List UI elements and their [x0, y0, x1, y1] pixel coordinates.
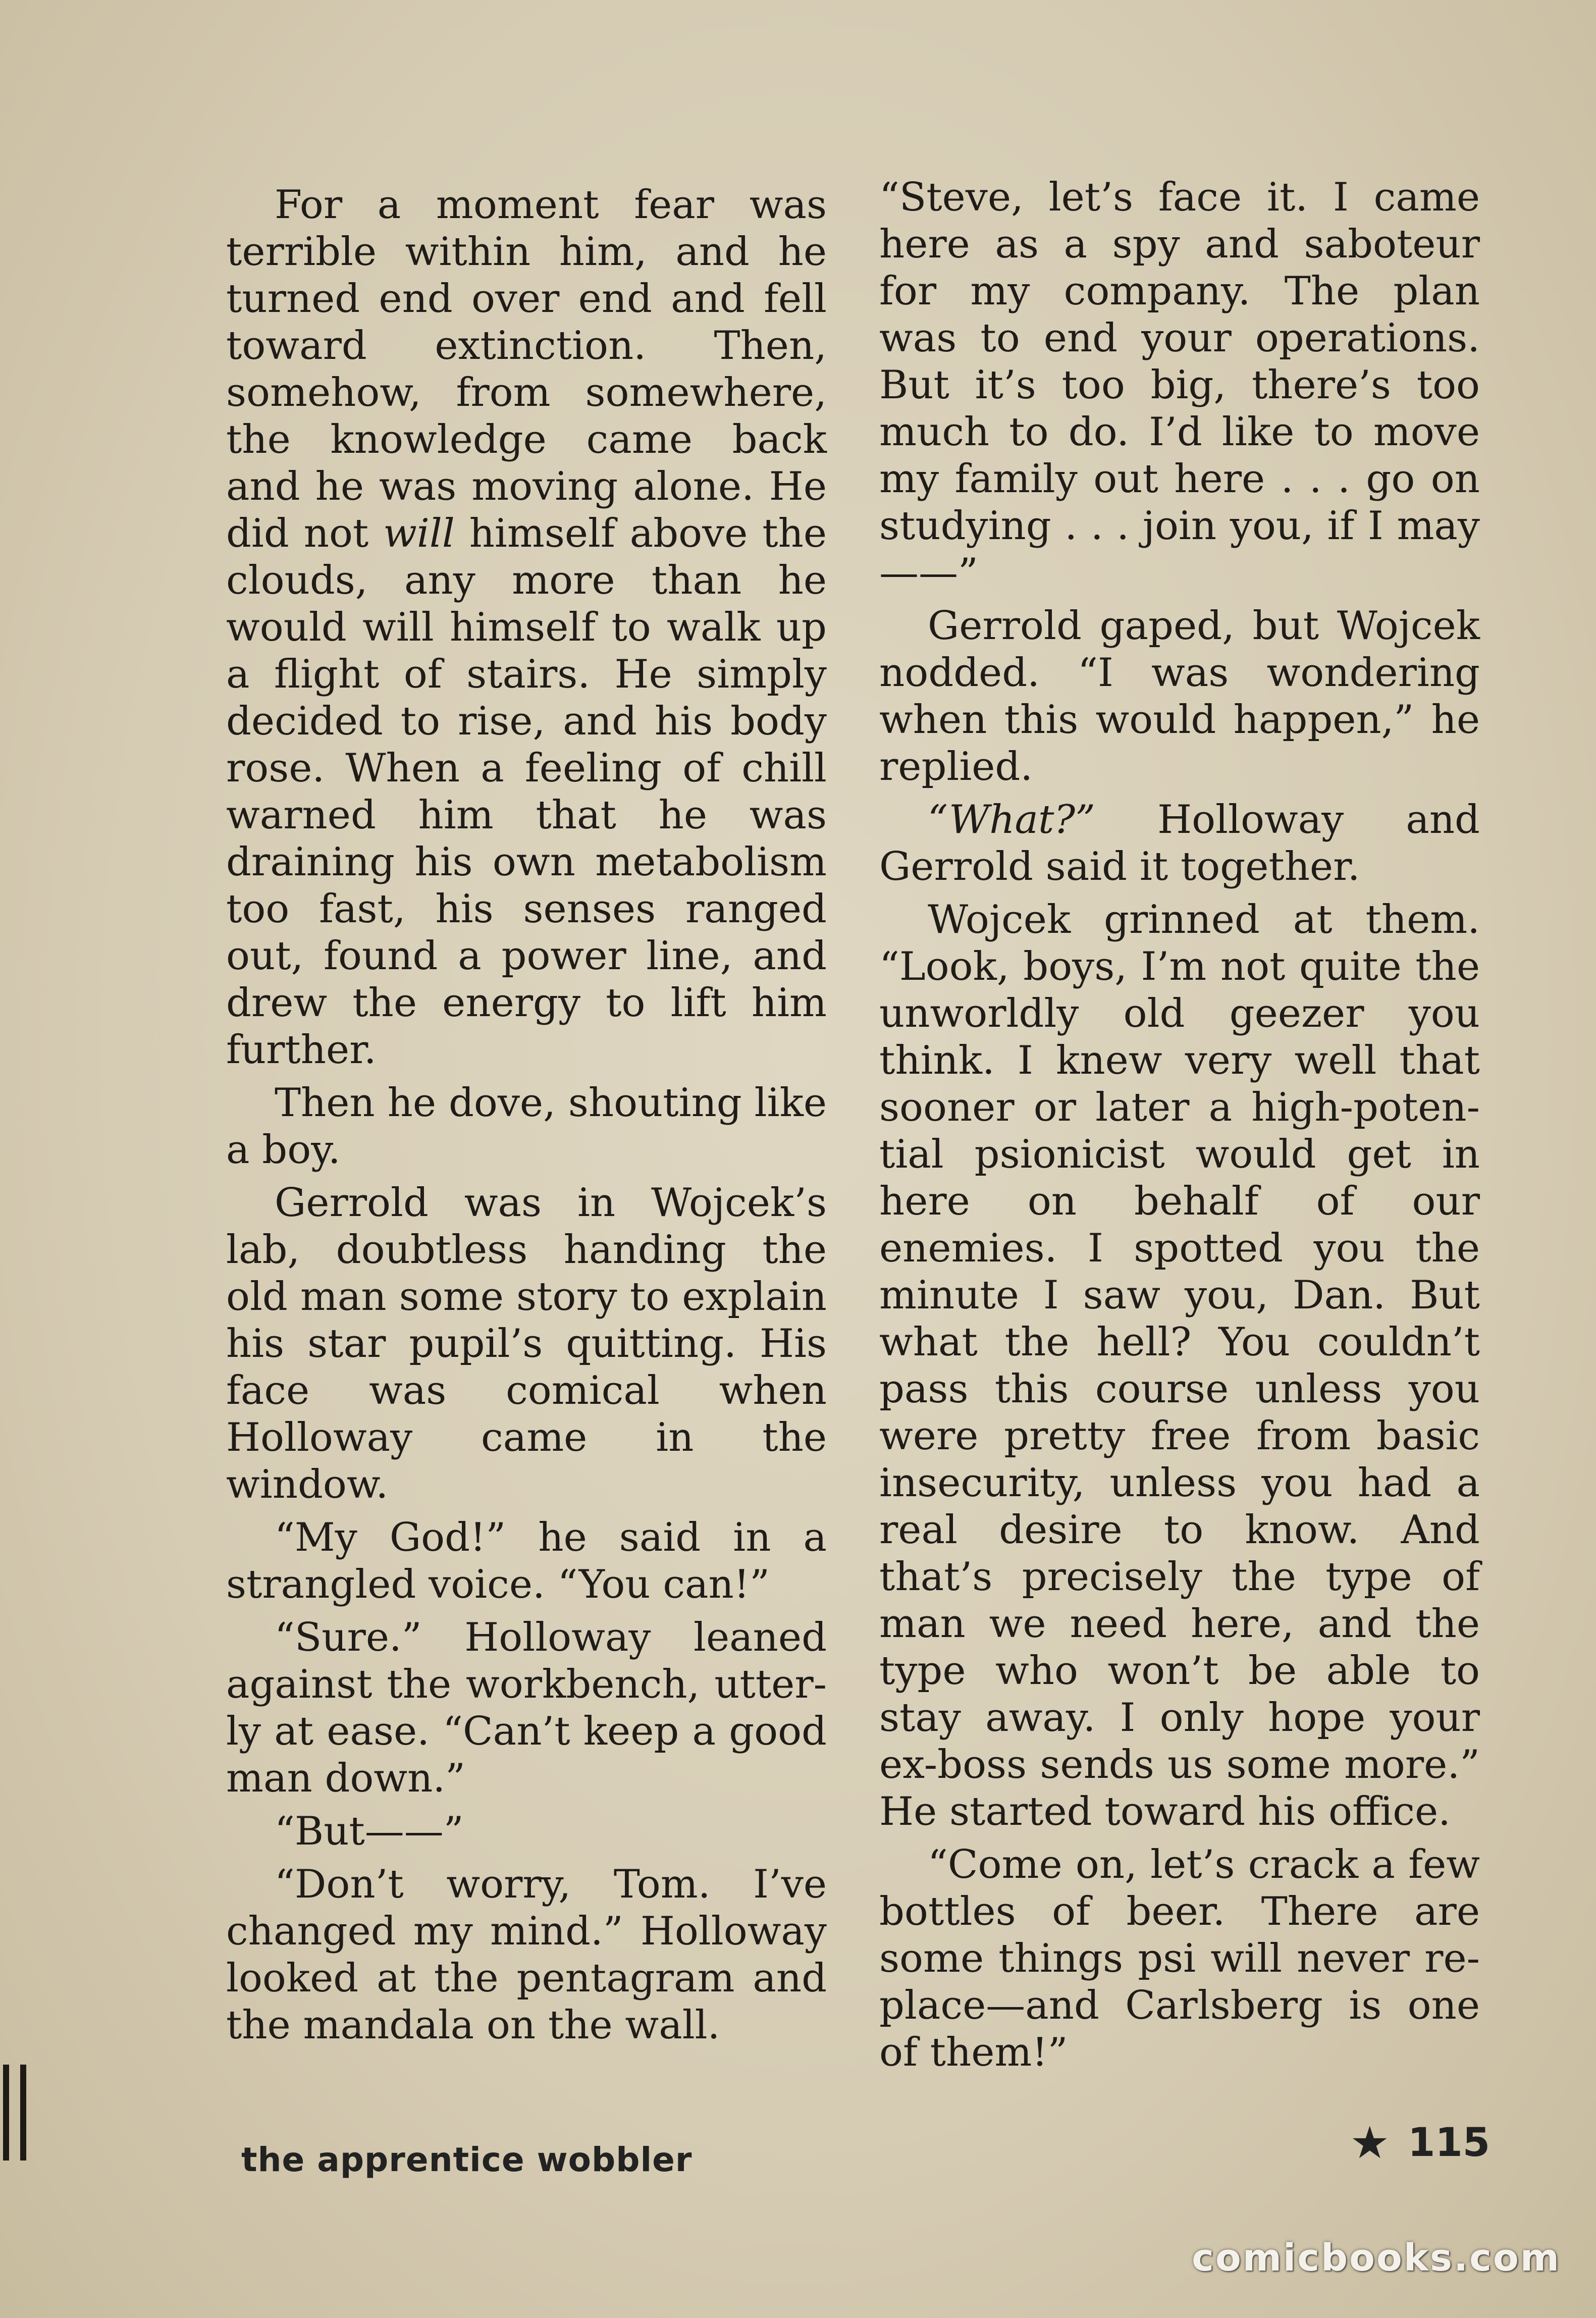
paragraph	[226, 182, 827, 1074]
emphasis-text: will	[383, 511, 455, 556]
paragraph: “Steve, let’s face it. I came here as a spy and saboteur for my company. The plan was to end your operations. But it’s too big, there’s too much to do. I’d like to move my family out here . . . go on studying . . . join you, if I may——”	[879, 175, 1480, 596]
watermark: comicbooks.com	[1192, 2236, 1561, 2280]
page-number-block	[1350, 2117, 1490, 2169]
emphasis-text: “What?”	[928, 797, 1095, 842]
star-icon: ★	[1350, 2117, 1390, 2169]
paragraph-text: himself above the clouds, any more than he would will himself to walk up a flight of stairs. He simply decided to rise, and his body rose. When a feeling of chill warned him that he was draining his own metabolism too fast, his senses ranged out, found a power line, and drew the energy to lift him further.	[226, 511, 827, 1073]
binding-line	[20, 2065, 26, 2161]
paragraph: Gerrold gaped, but Wojcek nodded. “I was wondering when this would happen,” he replied.	[879, 603, 1480, 789]
paragraph: “My God!” he said in a strangled voice. “You can!”	[226, 1515, 827, 1607]
page-number: 115	[1408, 2120, 1490, 2166]
right-text-column	[879, 174, 1480, 2082]
paragraph: “Sure.” Holloway leaned against the workbench, utterly at ease. “Can’t keep a good man down.”	[226, 1615, 827, 1801]
paragraph	[879, 797, 1480, 890]
paragraph: “Don’t worry, Tom. I’ve changed my mind.” Holloway looked at the pentagram and the mandala on the wall.	[226, 1862, 827, 2048]
paragraph: Then he dove, shouting like a boy.	[226, 1080, 827, 1173]
paragraph: Gerrold was in Wojcek’s lab, doubtless handing the old man some story to explain his star pupil’s quitting. His face was comical when Holloway came in the window.	[226, 1180, 827, 1507]
paragraph: Wojcek grinned at them. “Look, boys, I’m not quite the unworldly old geezer you think. I knew very well that sooner or later a high-potential psionicist would get in here on behalf of our enemies. I spotted you the minute I saw you, Dan. But what the hell? You couldn’t pass this course unless you were pretty free from basic insecurity, unless you had a real desire to know. And that’s precisely the type of man we need here, and the type who won’t be able to stay away. I only hope your ex-boss sends us some more.” He started toward his office.	[879, 897, 1480, 1834]
paragraph-text: For a moment fear was terrible within him, and he turned end over end and fell toward extinction. Then, somehow, from somewhere, the knowledge came back and he was moving alone. He did not	[226, 182, 827, 556]
paragraph-text: Holloway and Gerrold said it together.	[879, 797, 1480, 889]
binding-mark	[3, 2065, 38, 2161]
left-text-column	[226, 182, 827, 2055]
running-title: the apprentice wobbler	[241, 2140, 693, 2179]
paragraph: “But——”	[275, 1809, 464, 1854]
binding-line	[3, 2065, 9, 2161]
paragraph: “Come on, let’s crack a few bottles of beer. There are some things psi will never replace—and Carlsberg is one of them!”	[879, 1842, 1480, 2075]
